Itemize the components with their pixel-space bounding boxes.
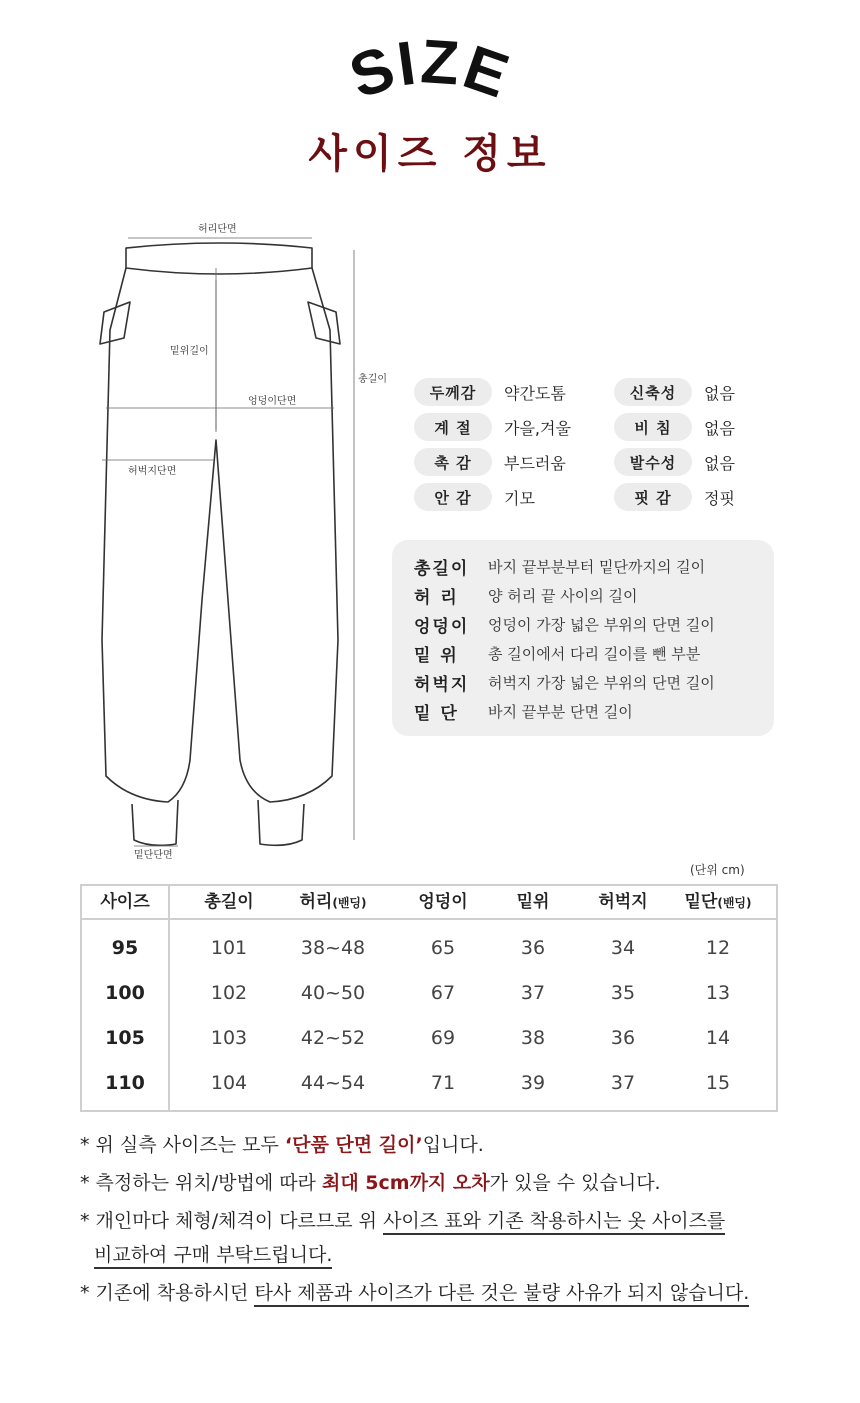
cell-rise: 38 <box>520 1027 546 1049</box>
definition-row <box>414 668 715 696</box>
size-table <box>80 884 778 1112</box>
cell-hip: 69 <box>430 1027 456 1049</box>
header-rise: 밑위 <box>516 892 550 912</box>
header-waist <box>278 886 388 918</box>
cell-rise: 36 <box>520 937 546 959</box>
cell-total: 103 <box>210 1027 248 1049</box>
definition-desc: 양 허리 끝 사이의 길이 <box>488 586 638 605</box>
definition-desc: 엉덩이 가장 넓은 부위의 단면 길이 <box>488 615 715 634</box>
spec-label: 촉 감 <box>414 448 492 476</box>
cell-hem: 13 <box>705 982 731 1004</box>
cell-total: 104 <box>210 1072 248 1094</box>
cell-total: 101 <box>210 937 248 959</box>
table-header <box>82 886 776 920</box>
cell-hip: 71 <box>430 1072 456 1094</box>
note-4 <box>80 1278 749 1305</box>
cell-thigh: 34 <box>610 937 636 959</box>
cell-rise: 37 <box>520 982 546 1004</box>
spec-lining <box>414 483 535 511</box>
note-text: * 측정하는 위치/방법에 따라 <box>80 1172 322 1194</box>
cell-hip: 65 <box>430 937 456 959</box>
spec-value: 없음 <box>704 453 735 473</box>
note-3-continued <box>94 1240 332 1267</box>
table-row <box>82 1061 776 1106</box>
cell-waist: 38~48 <box>300 937 366 959</box>
size-logo <box>0 30 860 110</box>
label-hip: 엉덩이단면 <box>248 396 297 407</box>
spec-value: 약간도톰 <box>504 383 566 403</box>
spec-value: 부드러움 <box>504 453 566 473</box>
table-row <box>82 926 776 971</box>
cell-size: 100 <box>105 982 145 1004</box>
size-logo-text: SIZE <box>341 30 519 110</box>
definition-term: 밑 단 <box>414 703 459 724</box>
svg-text:SIZE <box>341 30 518 110</box>
spec-value: 기모 <box>504 488 535 508</box>
definition-desc: 총 길이에서 다리 길이를 뺀 부분 <box>488 644 701 663</box>
cell-size: 95 <box>111 937 139 959</box>
spec-label: 비 침 <box>614 413 692 441</box>
spec-value: 가을,겨울 <box>504 418 571 438</box>
definition-term: 밑 위 <box>414 645 459 666</box>
spec-season <box>414 413 571 441</box>
label-rise: 밑위길이 <box>170 346 209 357</box>
note-1 <box>80 1130 484 1157</box>
cell-hem: 15 <box>705 1072 731 1094</box>
spec-thickness <box>414 378 566 406</box>
spec-value: 없음 <box>704 418 735 438</box>
definition-row <box>414 581 637 609</box>
cell-size: 105 <box>105 1027 145 1049</box>
cell-waist: 42~52 <box>300 1027 366 1049</box>
cell-size: 110 <box>105 1072 145 1094</box>
table-row <box>82 971 776 1016</box>
spec-value: 없음 <box>704 383 735 403</box>
definition-term: 허벅지 <box>414 674 470 695</box>
note-text: 가 있을 수 있습니다. <box>489 1172 661 1194</box>
definition-desc: 바지 끝부분 단면 길이 <box>488 702 633 721</box>
cell-total: 102 <box>210 982 248 1004</box>
spec-label: 신축성 <box>614 378 692 406</box>
definition-row <box>414 697 633 725</box>
definition-term: 총길이 <box>414 558 470 579</box>
unit-label: (단위 cm) <box>690 863 745 877</box>
cell-thigh: 37 <box>610 1072 636 1094</box>
definition-row <box>414 610 715 638</box>
cell-hem: 14 <box>705 1027 731 1049</box>
header-hip: 엉덩이 <box>418 892 468 912</box>
cell-waist: 44~54 <box>300 1072 366 1094</box>
cell-rise: 39 <box>520 1072 546 1094</box>
header-waist-text: 허리 <box>299 892 333 912</box>
note-2 <box>80 1168 661 1195</box>
note-text: * 기존에 착용하시던 <box>80 1282 255 1304</box>
cell-waist: 40~50 <box>300 982 366 1004</box>
note-underline: 사이즈 표와 기존 착용하시는 옷 사이즈를 <box>383 1210 725 1235</box>
note-underline: 타사 제품과 사이즈가 다른 것은 불량 사유가 되지 않습니다. <box>254 1282 749 1307</box>
pants-diagram <box>90 220 400 870</box>
note-text: * 개인마다 체형/체격이 다르므로 위 <box>80 1210 384 1232</box>
header-waist-note: (밴딩) <box>332 896 367 910</box>
cell-hip: 67 <box>430 982 456 1004</box>
header-hem-text: 밑단 <box>684 892 718 912</box>
spec-label: 발수성 <box>614 448 692 476</box>
definition-term: 엉덩이 <box>414 616 470 637</box>
header-total: 총길이 <box>204 892 254 912</box>
cell-thigh: 36 <box>610 1027 636 1049</box>
spec-label: 두께감 <box>414 378 492 406</box>
definition-desc: 허벅지 가장 넓은 부위의 단면 길이 <box>488 673 715 692</box>
page-title: 사이즈 정보 <box>308 131 552 177</box>
note-highlight: ‘단품 단면 길이’ <box>284 1134 423 1156</box>
table-row <box>82 1016 776 1061</box>
note-3 <box>80 1206 725 1233</box>
spec-waterproof <box>614 448 735 476</box>
spec-sheerness <box>614 413 735 441</box>
cell-hem: 12 <box>705 937 731 959</box>
spec-stretch <box>614 378 735 406</box>
note-text: * 위 실측 사이즈는 모두 <box>80 1134 285 1156</box>
spec-texture <box>414 448 566 476</box>
definition-term: 허 리 <box>414 587 459 608</box>
definition-row <box>414 552 705 580</box>
label-waist: 허리단면 <box>198 224 237 235</box>
header-thigh: 허벅지 <box>598 892 648 912</box>
definition-desc: 바지 끝부분부터 밑단까지의 길이 <box>488 557 706 576</box>
label-hem: 밑단단면 <box>134 850 173 861</box>
note-text: 입니다. <box>422 1134 484 1156</box>
cell-thigh: 35 <box>610 982 636 1004</box>
spec-label: 계 절 <box>414 413 492 441</box>
header-hem-note: (밴딩) <box>717 896 752 910</box>
spec-value: 정핏 <box>704 488 735 508</box>
spec-fit <box>614 483 735 511</box>
spec-label: 핏 감 <box>614 483 692 511</box>
header-hem <box>668 886 768 918</box>
header-size: 사이즈 <box>100 892 150 912</box>
note-highlight: 최대 5cm까지 오차 <box>321 1172 490 1194</box>
definition-row <box>414 639 700 667</box>
label-total: 총길이 <box>358 374 387 385</box>
label-thigh: 허벅지단면 <box>128 466 177 477</box>
measurement-definitions <box>392 540 774 736</box>
spec-label: 안 감 <box>414 483 492 511</box>
note-underline: 비교하여 구매 부탁드립니다. <box>94 1244 332 1269</box>
